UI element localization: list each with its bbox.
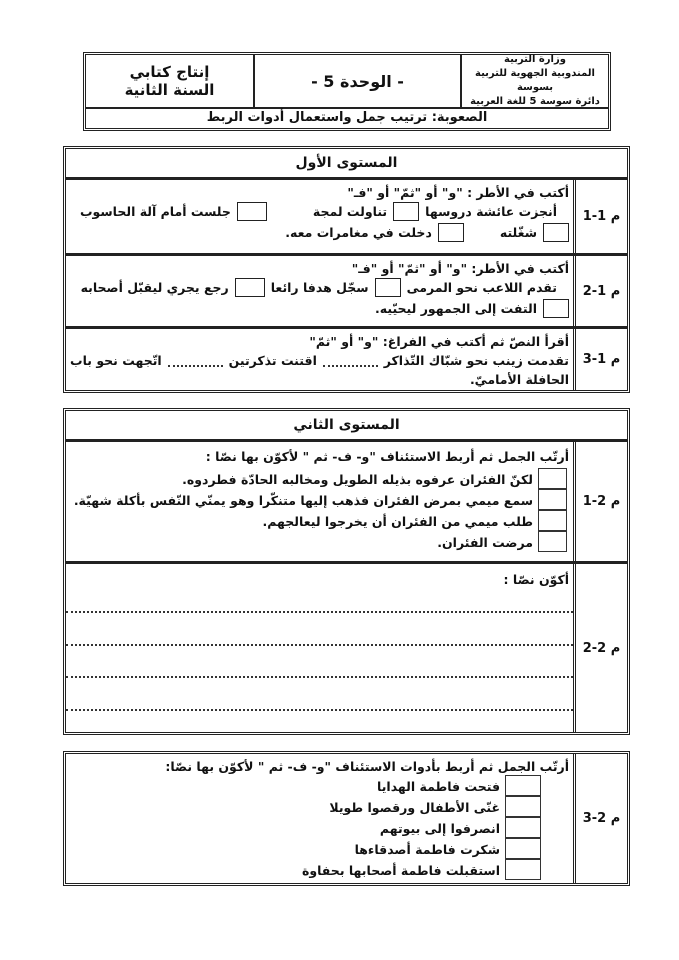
exercise-label: م 1-2 (573, 256, 627, 326)
connector-box[interactable] (543, 299, 569, 318)
writing-line[interactable] (66, 709, 573, 711)
sentence: لكنّ الفئران عرفوه بذيله الطويل ومخالبه الحادّة فطردوه. (182, 472, 533, 487)
connector-box[interactable] (438, 223, 464, 242)
sentence: شغّلته (499, 225, 537, 240)
exercise-instruction: أكوّن نصّا : (503, 572, 569, 587)
list-item (70, 839, 541, 860)
order-box[interactable] (505, 796, 541, 817)
connector-box[interactable] (393, 202, 419, 221)
exercise-label: م 2-1 (573, 442, 627, 561)
exercise-2-3 (66, 754, 627, 883)
subject-line: إنتاج كتابي (129, 63, 210, 81)
list-item (70, 532, 567, 553)
exercise-2-2 (66, 564, 627, 732)
exercise-label: م 1-1 (573, 180, 627, 253)
sentence-list (70, 469, 567, 553)
writing-line[interactable] (66, 611, 573, 613)
sentence: شكرت فاطمة أصدقاءها (354, 842, 500, 857)
grade-line: السنة الثانية (124, 81, 215, 99)
sentence: غنّى الأطفال ورقصوا طويلا (329, 800, 500, 815)
list-item (70, 797, 541, 818)
connector-box[interactable] (543, 223, 569, 242)
exercise-label: م 2-3 (573, 754, 627, 883)
sentence: مرضت الفئران. (437, 535, 533, 550)
order-box[interactable] (505, 838, 541, 859)
sentence: تناولت لمجة (312, 204, 388, 219)
exercise-1-1 (66, 180, 627, 256)
exercise-instruction: أرتّب الجمل ثم أربط بأدوات الاستئناف "و- ف- ثم " لأكوّن بها نصّا: (165, 759, 569, 774)
list-item (70, 860, 541, 881)
sentence: سجّل هدفا رائعا (270, 280, 369, 295)
sentence: انصرفوا إلى بيوتهم (379, 821, 500, 836)
level2-title: المستوى الثاني (66, 411, 627, 442)
connector-box[interactable] (375, 278, 401, 297)
exercise-2-1 (66, 442, 627, 564)
order-box[interactable] (538, 489, 567, 510)
sentence: الحافلة الأماميّ. (469, 372, 569, 387)
institution-line: المندوبية الجهوية للتربية بسوسة (475, 68, 595, 93)
sentence: تقدم اللاعب نحو المرمى (406, 280, 557, 295)
institution-line: وزارة التربية (504, 54, 566, 65)
sentence: طلب ميمي من الفئران أن يخرجوا ليعالجهم. (262, 514, 533, 529)
exercise-instruction: أقرأ النصّ ثم أكتب في الفراغ: "و" أو "ثمّ" (309, 334, 569, 349)
order-box[interactable] (538, 531, 567, 552)
order-box[interactable] (538, 510, 567, 531)
exercise-1-3 (66, 329, 627, 390)
order-box[interactable] (505, 859, 541, 880)
institution-line: دائرة سوسة 5 للغة العربية (470, 96, 600, 107)
exercise-1-2 (66, 256, 627, 329)
sentence: اقتنت تذكرتين (228, 353, 317, 368)
level1-title: المستوى الأول (66, 149, 627, 180)
order-box[interactable] (505, 817, 541, 838)
unit-title: - الوحدة 5 - (253, 55, 460, 107)
connector-box[interactable] (235, 278, 265, 297)
exercise-instruction: أرتّب الجمل ثم أربط الاستئناف "و- ف- ثم " لأكوّن بها نصّا : (205, 449, 569, 464)
sentence: رجع يجري ليقبّل أصحابه (80, 280, 229, 295)
difficulty-label: الصعوبة: ترتيب جمل واستعمال أدوات الربط (206, 110, 488, 125)
list-item (70, 818, 541, 839)
order-box[interactable] (505, 775, 541, 796)
list-item (70, 490, 567, 511)
sentence: اتّجهت نحو باب (70, 353, 162, 368)
header-top-row (86, 55, 608, 109)
level1-section (63, 146, 630, 393)
sentence: جلست أمام آلة الحاسوب (79, 204, 231, 219)
sentence: أنجزت عائشة دروسها (425, 204, 557, 219)
writing-line[interactable] (66, 676, 573, 678)
sentence: دخلت في مغامرات معه. (285, 225, 432, 240)
list-item (70, 469, 567, 490)
subject-cell (86, 55, 253, 107)
level2-section (63, 408, 630, 735)
sentence: التفت إلى الجمهور ليحيّيه. (375, 301, 537, 316)
sentence-list (70, 776, 541, 881)
worksheet-header (83, 52, 611, 131)
fill-blank[interactable] (168, 355, 223, 367)
list-item (70, 776, 541, 797)
sentence: تقدمت زينب نحو شبّاك التّذاكر (383, 353, 569, 368)
sentence: استقبلت فاطمة أصحابها بحفاوة (301, 863, 500, 878)
connector-box[interactable] (237, 202, 267, 221)
sentence: فتحت فاطمة الهدايا (377, 779, 500, 794)
exercise-label: م 1-3 (573, 329, 627, 390)
sentence: سمع ميمي بمرض الفئران فذهب إليها متنكّرا وهو يمنّي النّفس بأكلة شهيّة. (73, 493, 533, 508)
institution-cell (460, 55, 608, 107)
exercise-instruction: أكتب في الأطر : "و" أو "ثمّ" أو "فـ" (347, 185, 569, 200)
fill-blank[interactable] (323, 355, 378, 367)
exercise-instruction: أكتب في الأطر: "و" أو "ثمّ" أو "فـ" (351, 261, 569, 276)
exercise-2-3-section (63, 751, 630, 886)
list-item (70, 511, 567, 532)
exercise-label: م 2-2 (573, 564, 627, 732)
order-box[interactable] (538, 468, 567, 489)
writing-line[interactable] (66, 644, 573, 646)
